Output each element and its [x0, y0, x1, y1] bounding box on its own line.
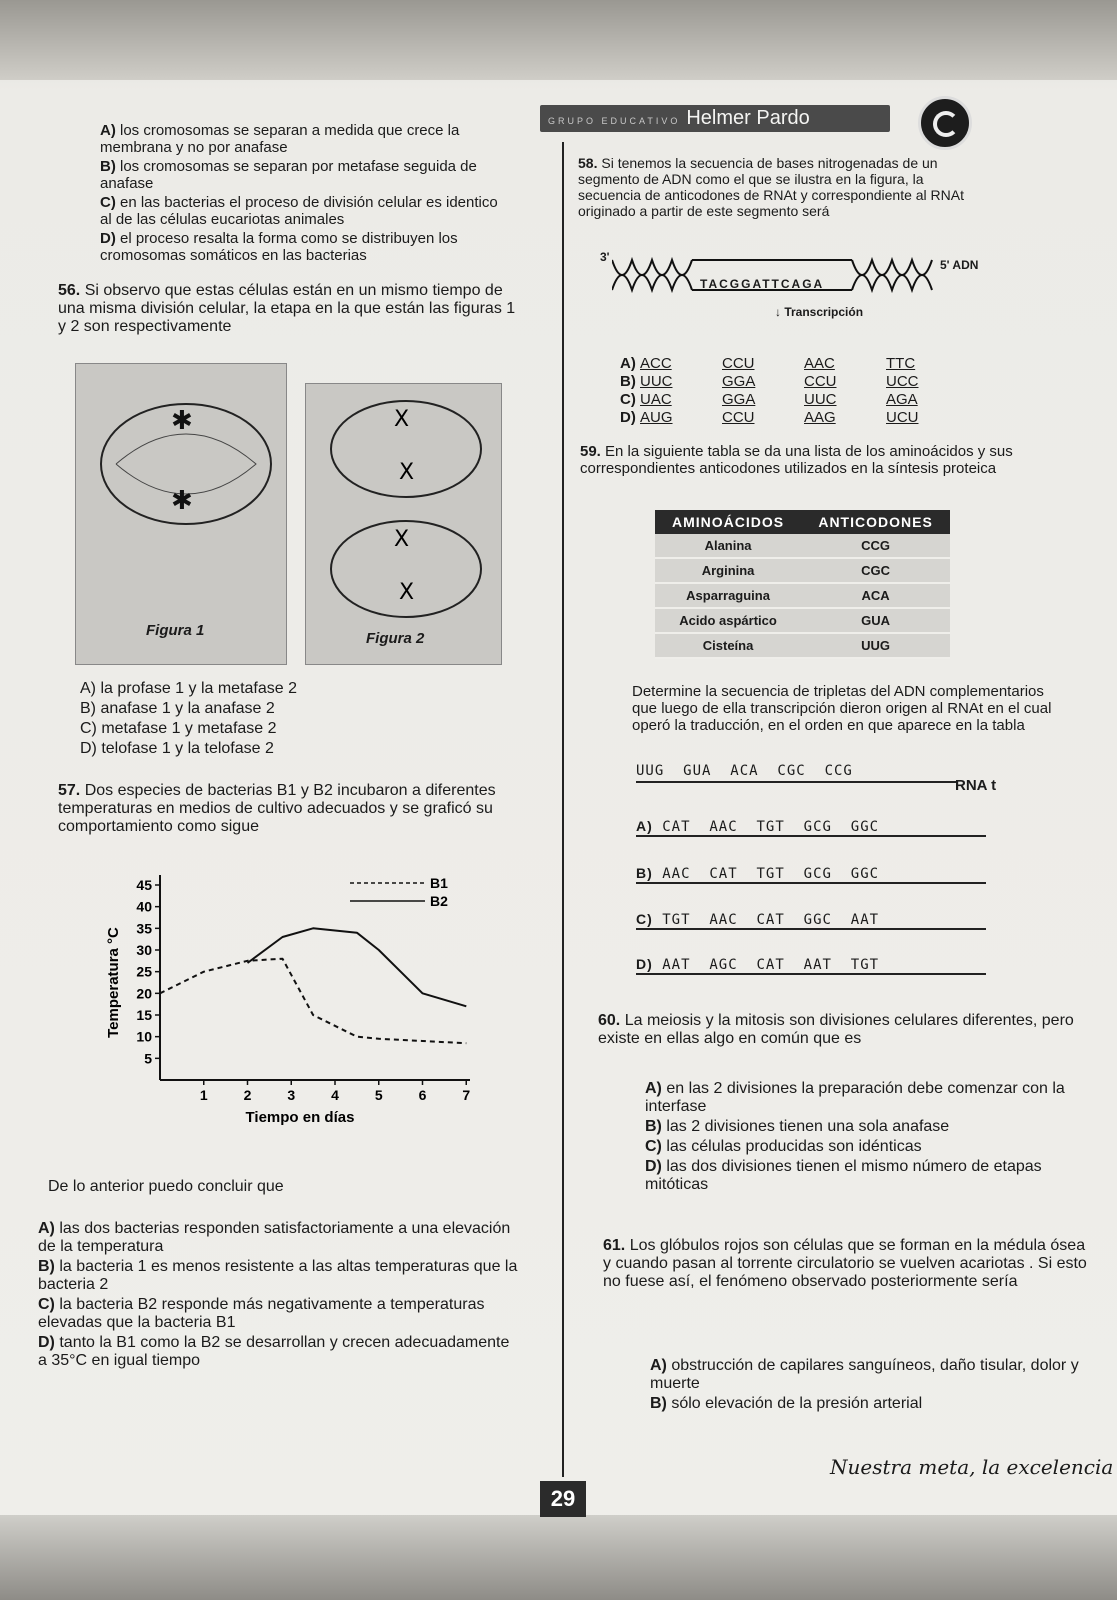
q56-option-d[interactable]: D) telofase 1 y la telofase 2 [80, 740, 274, 757]
q58-text: Si tenemos la secuencia de bases nitrogenadas de un segmento de ADN como el que se ilustra en la figura, la secuencia de anticodones de RNAt y correspondiente al RNAt originado a partir de este segmento será [578, 155, 964, 219]
brand-logo-icon [918, 96, 972, 150]
q60-option-c[interactable]: C) las células producidas son idénticas [645, 1138, 922, 1155]
q61-stem [603, 1237, 1093, 1291]
x-axis-label: Tiempo en días [245, 1109, 355, 1126]
q58-option-c[interactable]: C) UAC GGA UUC AGA [620, 391, 918, 408]
q59-instructions: Determine la secuencia de tripletas del ADN complementarios que luego de ella transcripción dieron origen al RNAt en el cual operó la traducción, en el orden en que aparece en la tabla [632, 683, 1052, 734]
series-line-b2 [248, 928, 467, 1006]
q56-number: 56. [58, 282, 81, 299]
q58-option-a[interactable]: A) ACC CCU AAC TTC [620, 355, 916, 372]
q56-stem [58, 282, 518, 336]
y-tick-label: 40 [136, 898, 152, 915]
table-row: Alanina CCG [655, 534, 950, 558]
q58-number: 58. [578, 155, 598, 171]
q59-text: En la siguiente tabla se da una lista de los aminoácidos y sus correspondientes anticodones utilizados en la síntesis proteica [580, 443, 1013, 477]
q60-text: La meiosis y la mitosis son divisiones celulares diferentes, pero existe en ellas algo en común que es [598, 1012, 1074, 1047]
q59-option-d[interactable]: D) AAT AGC CAT AAT TGT [636, 956, 986, 975]
q56-option-a[interactable]: A) la profase 1 y la metafase 2 [80, 680, 297, 697]
q60-number: 60. [598, 1012, 621, 1029]
dna-sequence: TACGGATTCAGA [700, 277, 825, 291]
table-header [655, 510, 950, 534]
q56-option-b[interactable]: B) anafase 1 y la anafase 2 [80, 700, 275, 717]
q59-option-a[interactable]: A) CAT AAC TGT GCG GGC [636, 818, 986, 837]
dna-diagram [600, 250, 980, 300]
figure-1 [75, 363, 287, 665]
series-line-b1 [160, 959, 466, 1043]
x-tick-label: 2 [243, 1087, 252, 1103]
top-shadow [0, 0, 1117, 80]
q57-option-d[interactable]: D) tanto la B1 como la B2 se desarrollan y crecen adecuadamente a 35°C en igual tiempo [38, 1334, 510, 1369]
svg-text:X: X [394, 407, 410, 432]
q60-option-b[interactable]: B) las 2 divisiones tienen una sola anafase [645, 1118, 950, 1135]
q58-stem [578, 155, 988, 219]
table-row: Asparraguina ACA [655, 583, 950, 608]
y-tick-label: 45 [136, 877, 152, 893]
brand-small: GRUPO EDUCATIVO [548, 116, 681, 126]
q57-option-a[interactable]: A) las dos bacterias responden satisfactoriamente a una elevación de la temperatura [38, 1220, 511, 1255]
q57-options [38, 1220, 518, 1372]
y-tick-label: 35 [136, 920, 152, 937]
rna-sequence [636, 763, 956, 783]
svg-text:✱: ✱ [171, 486, 193, 516]
q61-option-b[interactable]: B) sólo elevación de la presión arterial [650, 1395, 923, 1412]
figure-1-drawing [76, 364, 286, 664]
q55-option-b[interactable]: B) los cromosomas se separan por metafase seguida de anafase [100, 158, 477, 192]
dna-3-end: 3' [600, 250, 610, 264]
brand-banner [540, 105, 890, 132]
table-row: Acido aspártico GUA [655, 608, 950, 633]
q60-option-a[interactable]: A) en las 2 divisiones la preparación debe comenzar con la interfase [645, 1080, 1065, 1115]
amino-acid-table [655, 510, 950, 659]
table-row: Arginina CGC [655, 558, 950, 583]
q60-options [645, 1080, 1080, 1196]
q56-option-c[interactable]: C) metafase 1 y metafase 2 [80, 720, 277, 737]
figure-2-label: Figura 2 [366, 630, 425, 647]
footer-band [0, 1515, 1117, 1600]
table-header-cell: ANTICODONES [801, 510, 950, 534]
y-tick-label: 5 [144, 1050, 152, 1067]
page-number: 29 [540, 1481, 586, 1517]
y-tick-label: 20 [136, 985, 152, 1002]
rna-sequence-text: UUG GUA ACA CGC CCG [636, 763, 853, 779]
y-tick-label: 25 [136, 963, 152, 980]
y-tick-label: 10 [136, 1028, 152, 1045]
q57-lead: De lo anterior puedo concluir que [48, 1178, 284, 1195]
transcription-text: Transcripción [784, 305, 864, 319]
q56-text: Si observo que estas células están en un mismo tiempo de una misma división celular, la etapa en la que están las figuras 1 y 2 son respectivamente [58, 282, 516, 335]
rna-label: RNA t [955, 777, 997, 794]
svg-text:✱: ✱ [171, 406, 193, 436]
svg-text:X: X [394, 527, 410, 552]
x-tick-label: 1 [199, 1087, 208, 1103]
y-tick-label: 30 [136, 942, 152, 958]
q55-option-a[interactable]: A) los cromosomas se separan a medida que crece la membrana y no por anafase [100, 122, 460, 156]
figure-2-drawing [306, 384, 501, 664]
y-tick-label: 15 [136, 1007, 152, 1023]
q55-option-c[interactable]: C) en las bacterias el proceso de división celular es identico al de las células eucariotas animales [100, 194, 498, 228]
x-tick-label: 4 [331, 1087, 339, 1103]
y-axis-label: Temperatura °C [105, 927, 122, 1038]
q57-number: 57. [58, 782, 81, 799]
svg-text:X: X [399, 460, 415, 485]
footer-motto: Nuestra meta, la excelencia [830, 1455, 1114, 1479]
table-header-cell: AMINOÁCIDOS [655, 510, 801, 534]
q60-stem [598, 1012, 1078, 1048]
legend-label-b2: B2 [430, 893, 448, 909]
legend-label-b1: B1 [430, 875, 448, 891]
q59-option-c[interactable]: C) TGT AAC CAT GGC AAT [636, 911, 986, 930]
column-divider [562, 142, 564, 1477]
q57-text: Dos especies de bacterias B1 y B2 incubaron a diferentes temperaturas en medios de cultivo adecuados y se graficó su comportamiento como sigue [58, 782, 496, 835]
x-tick-label: 7 [462, 1087, 470, 1103]
q58-option-d[interactable]: D) AUG CCU AAG UCU [620, 409, 919, 426]
q57-option-c[interactable]: C) la bacteria B2 responde más negativamente a temperaturas elevadas que la bacteria B1 [38, 1296, 485, 1331]
down-arrow-icon: ↓ [775, 305, 781, 319]
svg-text:X: X [399, 580, 415, 605]
q57-stem [58, 782, 513, 836]
x-tick-label: 5 [374, 1087, 383, 1103]
figure-2 [305, 383, 502, 665]
q57-option-b[interactable]: B) la bacteria 1 es menos resistente a las altas temperaturas que la bacteria 2 [38, 1258, 518, 1293]
brand-name: Helmer Pardo [686, 107, 810, 129]
x-tick-label: 6 [418, 1087, 427, 1103]
q57-chart [100, 875, 470, 1145]
q56-options [80, 680, 500, 760]
x-tick-label: 3 [287, 1087, 296, 1103]
figure-1-label: Figura 1 [146, 622, 205, 639]
dna-5-end: 5' ADN [940, 258, 979, 272]
q59-option-b[interactable]: B) AAC CAT TGT GCG GGC [636, 865, 986, 884]
q58-option-b[interactable]: B) UUC GGA CCU UCC [620, 373, 919, 390]
q61-options [650, 1357, 1100, 1415]
q61-option-a[interactable]: A) obstrucción de capilares sanguíneos, daño tisular, dolor y muerte [650, 1357, 1079, 1392]
q61-number: 61. [603, 1237, 626, 1254]
q60-option-d[interactable]: D) las dos divisiones tienen el mismo número de etapas mitóticas [645, 1158, 1042, 1193]
table-row: Cisteína UUG [655, 633, 950, 658]
transcription-label [775, 305, 863, 319]
q61-text: Los glóbulos rojos son células que se forman en la médula ósea y cuando pasan al torrente circulatorio se vuelven acariotas . Si esto no fuese así, el fenómeno observado posteriormente sería [603, 1237, 1087, 1290]
q55-options [100, 122, 500, 266]
q55-option-d[interactable]: D) el proceso resalta la forma como se distribuyen los cromosomas somáticos en las bacterias [100, 230, 458, 264]
q59-number: 59. [580, 443, 601, 460]
q59-stem [580, 443, 1020, 477]
